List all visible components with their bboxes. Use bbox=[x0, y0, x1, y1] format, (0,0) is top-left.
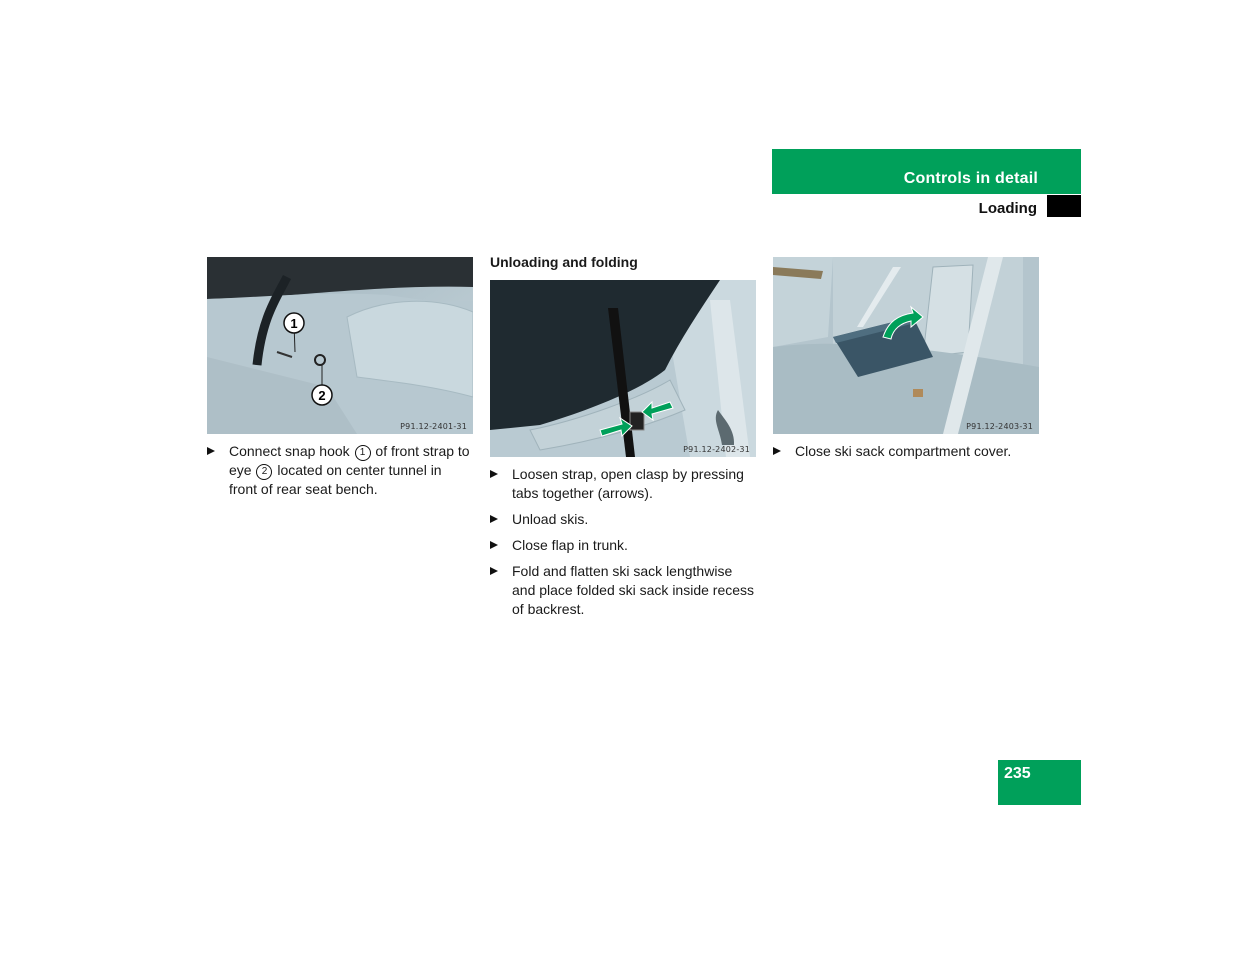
bullet-arrow-icon bbox=[490, 470, 498, 478]
step-text: Close ski sack compartment cover. bbox=[795, 443, 1012, 459]
steps-list bbox=[773, 442, 1039, 461]
steps-list bbox=[207, 442, 473, 499]
step-text: Connect snap hook bbox=[229, 443, 354, 459]
step-text: located on center tunnel in front of rear seat bench. bbox=[229, 462, 442, 497]
page-number-box bbox=[998, 760, 1081, 805]
figure-close-cover bbox=[773, 257, 1039, 434]
steps-list bbox=[490, 465, 756, 619]
list-item bbox=[207, 442, 473, 499]
section-tab-marker bbox=[1047, 195, 1081, 217]
list-item bbox=[490, 562, 756, 619]
figure-code: P91.12-2402-31 bbox=[683, 445, 750, 454]
section-header bbox=[772, 149, 1081, 194]
column-3 bbox=[773, 257, 1039, 468]
list-item bbox=[490, 536, 756, 555]
callout-ref-2: 2 bbox=[256, 464, 272, 480]
snap-hook-illustration bbox=[207, 257, 473, 434]
bullet-arrow-icon bbox=[490, 567, 498, 575]
column-1 bbox=[207, 257, 473, 506]
figure-code: P91.12-2403-31 bbox=[966, 422, 1033, 431]
section-title: Controls in detail bbox=[903, 170, 1038, 187]
bullet-arrow-icon bbox=[207, 447, 215, 455]
step-text: Unload skis. bbox=[512, 511, 589, 527]
list-item bbox=[490, 465, 756, 503]
bullet-arrow-icon bbox=[490, 515, 498, 523]
loosen-strap-illustration bbox=[490, 280, 756, 457]
list-item bbox=[490, 510, 756, 529]
figure-loosen-strap bbox=[490, 280, 756, 457]
step-text: Fold and flatten ski sack lengthwise and place folded ski sack inside recess of backrest. bbox=[512, 563, 755, 617]
step-text: Close flap in trunk. bbox=[512, 537, 628, 553]
callout-2: 2 bbox=[318, 388, 326, 403]
column-2 bbox=[490, 254, 756, 626]
figure-snap-hook bbox=[207, 257, 473, 434]
list-item bbox=[773, 442, 1039, 461]
step-text: of front strap to eye bbox=[229, 443, 470, 478]
bullet-arrow-icon bbox=[773, 447, 781, 455]
bullet-arrow-icon bbox=[490, 541, 498, 549]
step-text: Loosen strap, open clasp by pressing tabs together (arrows). bbox=[512, 466, 744, 501]
close-cover-illustration bbox=[773, 257, 1039, 434]
subsection-title: Loading bbox=[978, 200, 1037, 217]
figure-code: P91.12-2401-31 bbox=[400, 422, 467, 431]
callout-ref-1: 1 bbox=[355, 445, 371, 461]
section-heading: Unloading and folding bbox=[490, 254, 638, 270]
callout-1: 1 bbox=[290, 316, 298, 331]
page-number: 235 bbox=[1004, 765, 1031, 782]
